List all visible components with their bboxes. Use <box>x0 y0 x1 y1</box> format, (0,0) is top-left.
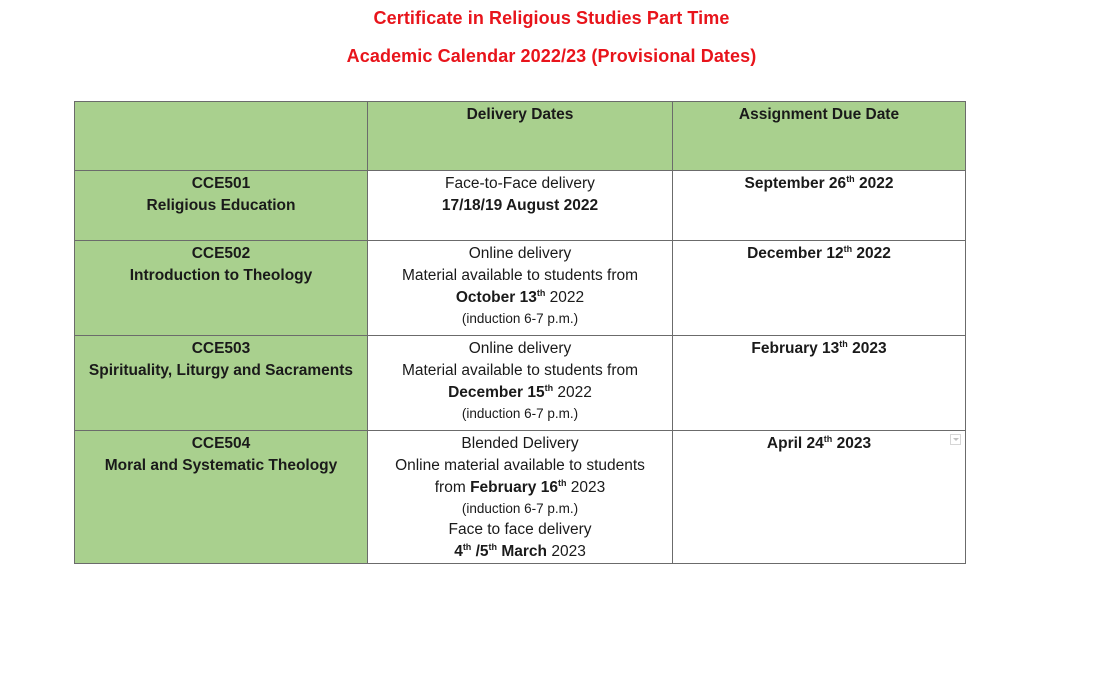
induction-note: (induction 6-7 p.m.) <box>461 501 579 516</box>
due-cell <box>673 171 966 241</box>
delivery-cell <box>368 336 673 431</box>
header-delivery-dates: Delivery Dates <box>368 102 673 171</box>
face-to-face-label: Face to face delivery <box>448 521 592 538</box>
module-cell <box>75 171 368 241</box>
header-module <box>75 102 368 171</box>
module-code: CCE501 <box>191 175 251 192</box>
delivery-mode: Online delivery <box>468 245 572 262</box>
delivery-cell <box>368 431 673 564</box>
header-assignment-due-date: Assignment Due Date <box>673 102 966 171</box>
module-code: CCE502 <box>191 245 251 262</box>
table-row <box>75 171 966 241</box>
due-date: December 12th 2022 <box>747 244 891 262</box>
delivery-mode: Online delivery <box>468 340 572 357</box>
delivery-material: Online material available to students <box>395 457 645 474</box>
module-code: CCE503 <box>191 340 251 357</box>
delivery-mode: Blended Delivery <box>461 435 579 452</box>
module-cell <box>75 241 368 336</box>
face-to-face-dates: 4th /5th March 2023 <box>454 542 586 560</box>
due-cell <box>673 431 966 564</box>
document-title: Certificate in Religious Studies Part Time <box>373 8 730 28</box>
delivery-material: Material available to students from <box>401 267 639 284</box>
delivery-dates: 17/18/19 August 2022 <box>441 197 599 214</box>
module-name: Moral and Systematic Theology <box>104 457 338 474</box>
module-cell <box>75 336 368 431</box>
due-date: April 24th 2023 <box>766 434 872 452</box>
due-cell <box>673 336 966 431</box>
module-name: Introduction to Theology <box>129 267 313 284</box>
delivery-cell <box>368 241 673 336</box>
module-name: Spirituality, Liturgy and Sacraments <box>88 362 354 379</box>
induction-note: (induction 6-7 p.m.) <box>461 311 579 326</box>
delivery-start-date: from February 16th 2023 <box>434 478 606 496</box>
delivery-cell <box>368 171 673 241</box>
table-row <box>75 336 966 431</box>
table-row <box>75 241 966 336</box>
delivery-start-date: December 15th 2022 <box>448 383 592 401</box>
due-date: September 26th 2022 <box>744 174 894 192</box>
due-cell <box>673 241 966 336</box>
table-header-row <box>75 102 966 171</box>
module-cell <box>75 431 368 564</box>
module-code: CCE504 <box>191 435 251 452</box>
due-date: February 13th 2023 <box>751 339 887 357</box>
table-row <box>75 431 966 564</box>
document-subtitle: Academic Calendar 2022/23 (Provisional Dates) <box>346 46 757 66</box>
delivery-material: Material available to students from <box>401 362 639 379</box>
delivery-mode: Face-to-Face delivery <box>445 175 595 192</box>
module-name: Religious Education <box>146 197 296 214</box>
calendar-table <box>74 101 966 564</box>
induction-note: (induction 6-7 p.m.) <box>461 406 579 421</box>
delivery-start-date: October 13th 2022 <box>455 288 585 306</box>
chevron-down-icon[interactable] <box>950 434 961 445</box>
